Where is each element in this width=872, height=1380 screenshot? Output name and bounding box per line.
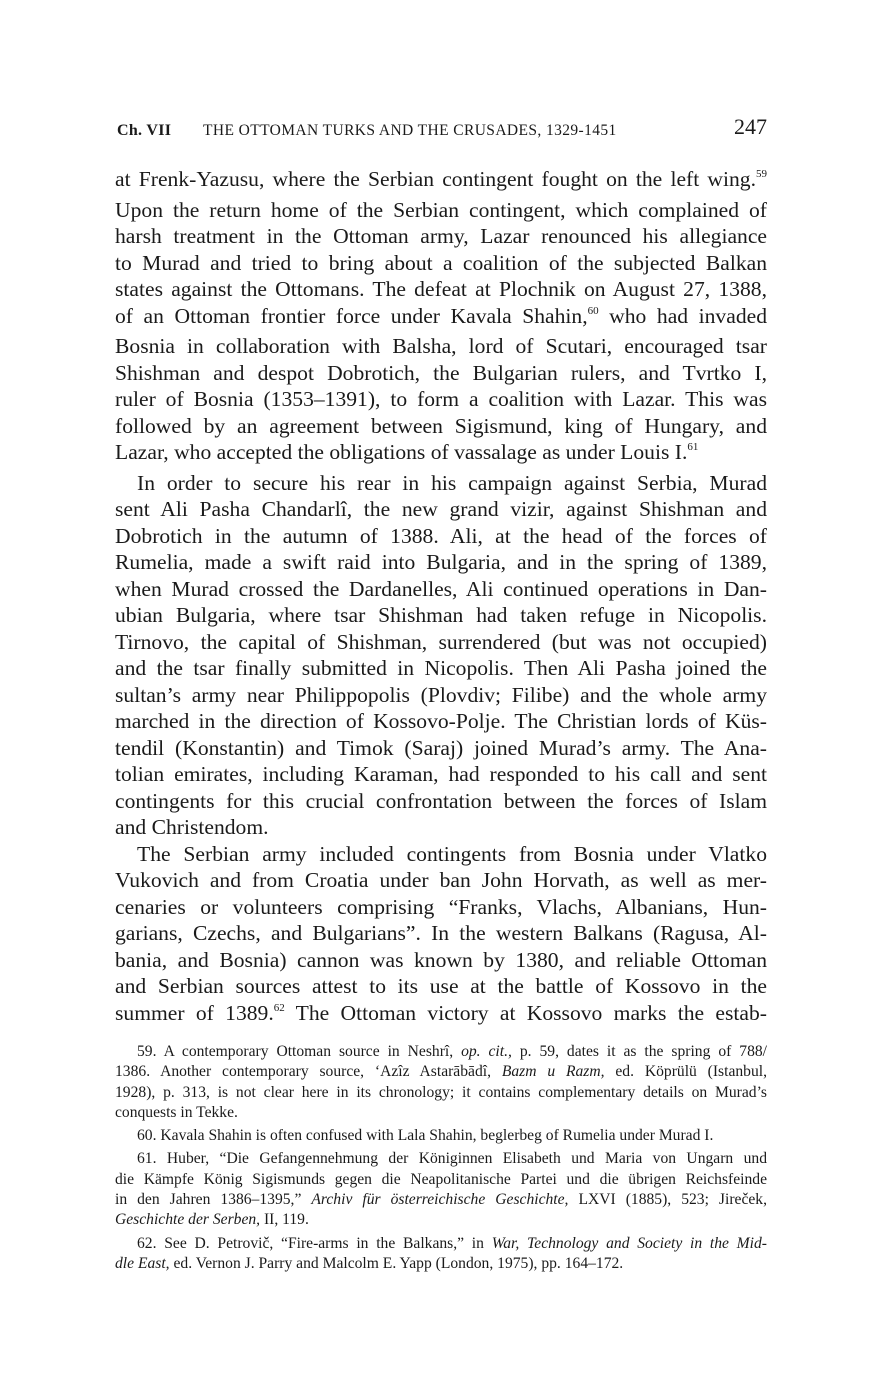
text-line: cenaries or volunteers comprising “Franks, Vlachs, Albanians, Hun- [115, 894, 767, 919]
text-line: marched in the direction of Kossovo-Polje. The Christian lords of Küs- [115, 709, 767, 733]
footnote-60: 60. Kavala Shahin is often confused with Lala Shahin, beglerbeg of Rumelia under Murad I. [137, 1127, 714, 1145]
text-line: bania, and Bosnia) cannon was known by 1380, and reliable Ottoman [115, 947, 767, 972]
text-line: of an Ottoman frontier force under Kavala Shahin,$^{60}$ who had invaded [115, 303, 767, 328]
footnote-ref-61[interactable]: 61 [687, 441, 699, 453]
text-line: summer of 1389.62 The Ottoman victory at Kossovo marks the estab- [115, 1000, 767, 1025]
paragraph-1 [115, 166, 767, 470]
text-line: In order to secure his rear in his campaign against Serbia, Murad [137, 470, 767, 495]
text-line: Vukovich and from Croatia under ban John Horvath, as well as mer- [115, 868, 767, 892]
text-line: Upon the return home of the Serbian contingent, which complained of [115, 197, 767, 222]
text-line: sultan’s army near Philippopolis (Plovdiv; Filibe) and the whole army [115, 682, 767, 707]
paragraph-3 [115, 841, 767, 1031]
text-line: and the tsar finally submitted in Nicopolis. Then Ali Pasha joined the [115, 656, 767, 680]
footnote-ref-59[interactable]: 59 [756, 168, 767, 180]
footnote-ref-62[interactable]: 62 [273, 1001, 285, 1014]
text-line: Dobrotich in the autumn of 1388. Ali, at the head of the forces of [115, 523, 767, 548]
text-line: Bosnia in collaboration with Balsha, lord of Scutari, encouraged tsar [115, 334, 767, 358]
footnote-62: 62. See D. Petrovič, “Fire-arms in the Balkans,” in War, Technology and Society in the Mid- dle East, ed. Vernon J. Parry and Malcolm E. Yapp (London, 1975), pp. 164–172. [115, 1234, 767, 1272]
text-line: and Serbian sources attest to its use at the battle of Kossovo in the [115, 974, 767, 998]
chapter-label: Ch. VII [117, 122, 172, 139]
text-line: followed by an agreement between Sigismund, king of Hungary, and [115, 413, 767, 438]
text-line: and Christendom. [115, 815, 269, 839]
text-line: Lazar, who accepted the obligations of vassalage as under Louis I.$^{61}$ [115, 440, 699, 464]
text-line: Rumelia, made a swift raid into Bulgaria, and in the spring of 1389, [115, 550, 767, 574]
text-line: states against the Ottomans. The defeat at Plochnik on August 27, 1388, [115, 277, 767, 301]
text-line: contingents for this crucial confrontation between the forces of Islam [115, 788, 767, 813]
running-header [115, 114, 767, 144]
footnotes [115, 1042, 767, 1277]
text-line: The Serbian army included contingents from Bosnia under Vlatko [137, 841, 767, 866]
text-line: Shishman and despot Dobrotich, the Bulgarian rulers, and Tvrtko I, [115, 360, 767, 385]
page-number: 247 [734, 114, 767, 139]
text-line: when Murad crossed the Dardanelles, Ali continued operations in Dan- [115, 576, 767, 601]
text-line: garians, Czechs, and Bulgarians”. In the western Balkans (Ragusa, Al- [115, 921, 767, 945]
text-line: to Murad and tried to bring about a coalition of the subjected Balkan [115, 250, 767, 275]
text-line: harsh treatment in the Ottoman army, Lazar renounced his allegiance [115, 224, 767, 248]
text-line: at Frenk-Yazusu, where the Serbian contingent fought on the left wing.$^{59}$ [115, 167, 767, 191]
footnote-ref-60[interactable]: 60 [587, 304, 599, 317]
text-line: ubian Bulgaria, where tsar Shishman had taken refuge in Nicopolis. [115, 603, 767, 627]
body-text [115, 166, 767, 1030]
paragraph-2 [115, 470, 767, 841]
text-line: sent Ali Pasha Chandarlî, the new grand vizir, against Shishman and [115, 497, 767, 521]
text-line: tolian emirates, including Karaman, had responded to his call and sent [115, 762, 767, 786]
text-line: ruler of Bosnia (1353–1391), to form a coalition with Lazar. This was [115, 387, 767, 411]
text-line: Tirnovo, the capital of Shishman, surrendered (but was not occupied) [115, 629, 767, 654]
text-line: tendil (Konstantin) and Timok (Saraj) joined Murad’s army. The Ana- [115, 735, 767, 760]
footnote-59: 59. A contemporary Ottoman source in Neshrî, op. cit., p. 59, dates it as the spring of 788/ 1386. Another contemporary source, ‘Azîz Astarābādî, Bazm u Razm, ed. Köprülü (Istanbul, 1928), p. 313, is not clear here in its chronology; it contains complementary details on Murad’s conquests in Tekke. [115, 1043, 767, 1121]
running-title: THE OTTOMAN TURKS AND THE CRUSADES, 1329-1451 [203, 122, 617, 139]
footnote-61: 61. Huber, “Die Gefangennehmung der Königinnen Elisabeth und Maria von Ungarn und die Kämpfe König Sigismunds gegen die Neapolitanische Partei und die übrigen Reichsfeinde in den Jahren 1386–1395,” Archiv für österreichische Geschichte, LXVI (1885), 523; Jireček, Geschichte der Serben, II, 119. [115, 1150, 767, 1229]
